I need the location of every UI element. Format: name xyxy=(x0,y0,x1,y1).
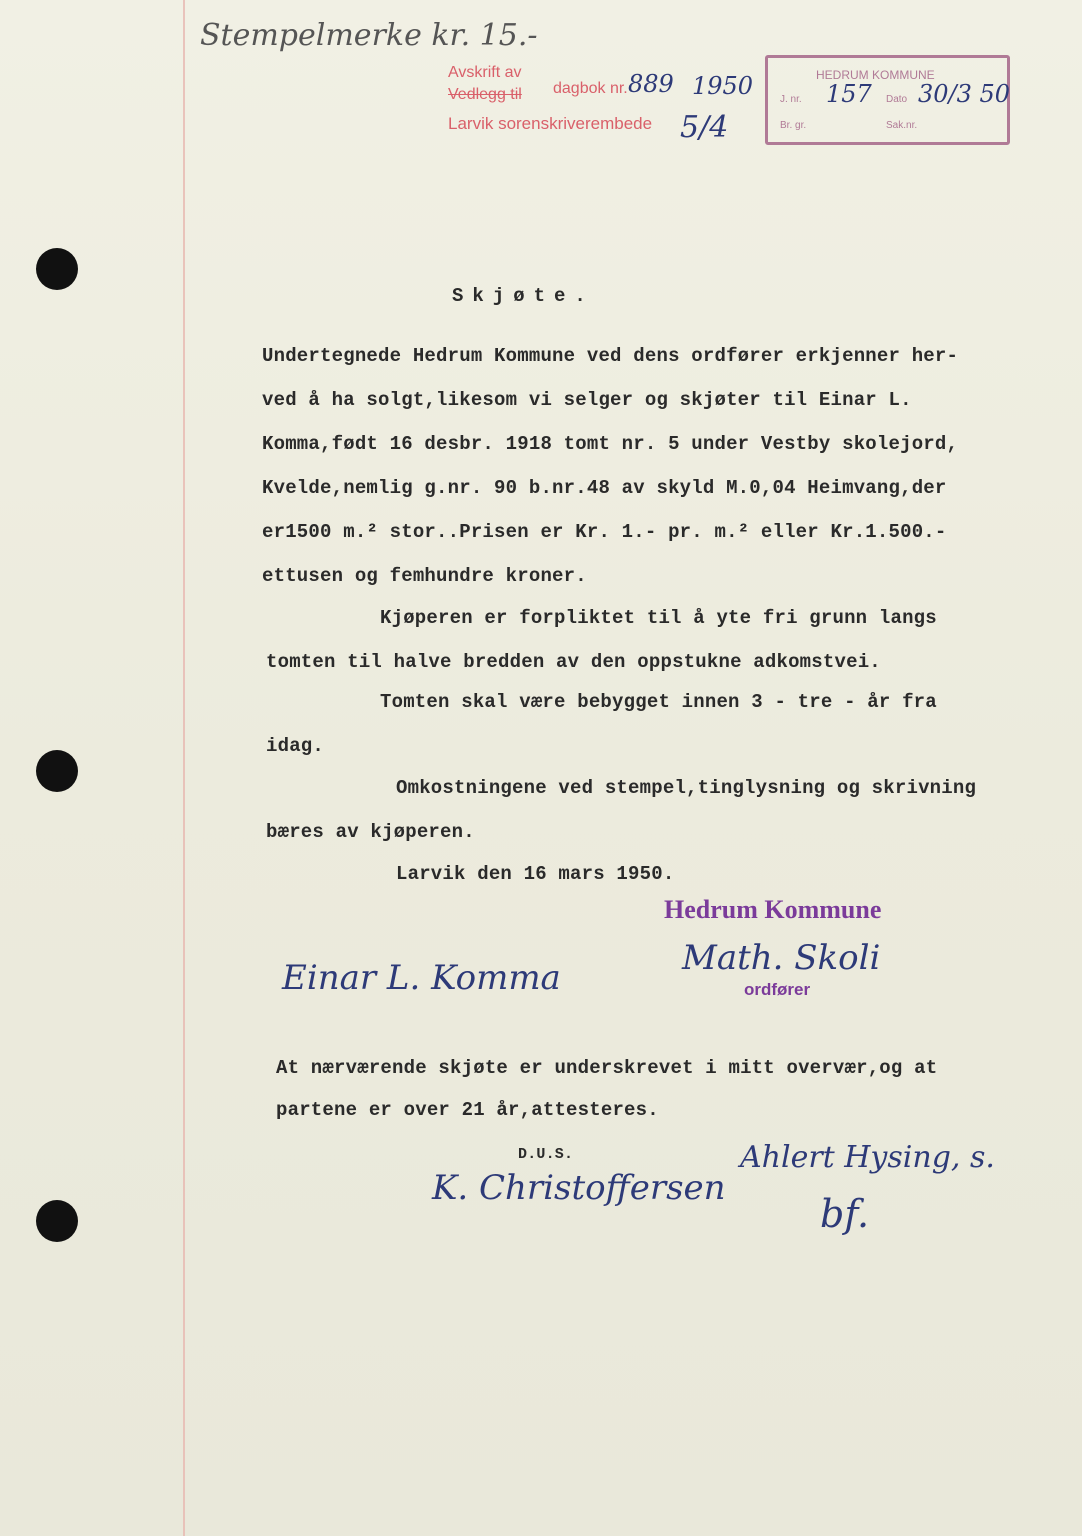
receipt-jnr-label: J. nr. xyxy=(780,94,802,105)
body-line: Kjøperen er forpliktet til å yte fri grunn langs xyxy=(380,607,937,629)
body-line: idag. xyxy=(266,735,325,757)
stamp-vedlegg: Vedlegg til xyxy=(448,86,522,103)
body-line: ved å ha solgt,likesom vi selger og skjøter til Einar L. xyxy=(262,389,912,411)
receipt-saknr-label: Sak.nr. xyxy=(886,120,918,131)
body-line: Komma,født 16 desbr. 1918 tomt nr. 5 under Vestby skolejord, xyxy=(262,433,959,455)
stamp-avskrift: Avskrift av xyxy=(448,64,522,81)
punch-hole-top xyxy=(36,248,78,290)
dagbok-number: 889 xyxy=(628,70,674,98)
attest-line: partene er over 21 år,attesteres. xyxy=(276,1099,659,1121)
receipt-jnr-value: 157 xyxy=(826,80,872,108)
dagbok-year: 1950 xyxy=(692,72,754,100)
stamp-duty-note: Stempelmerke kr. 15.- xyxy=(200,18,538,53)
judge-initials: bf. xyxy=(820,1192,870,1236)
document-title: Skjøte. xyxy=(452,285,595,307)
dus-label: D.U.S. xyxy=(518,1146,574,1163)
witness-signature: K. Christoffersen xyxy=(432,1168,726,1208)
receipt-dato-value: 30/3 50 xyxy=(918,80,1011,108)
body-line: Larvik den 16 mars 1950. xyxy=(396,863,675,885)
stamp-dagbok-label: dagbok nr. xyxy=(553,80,628,97)
buyer-signature: Einar L. Komma xyxy=(282,958,561,998)
receipt-stamp xyxy=(765,55,1010,145)
punch-hole-bottom xyxy=(36,1200,78,1242)
punch-hole-middle xyxy=(36,750,78,792)
kommune-stamp: Hedrum Kommune xyxy=(664,895,882,924)
judge-signature: Ahlert Hysing, s. xyxy=(740,1140,995,1175)
receipt-brgr-label: Br. gr. xyxy=(780,120,807,131)
office-date: 5/4 xyxy=(680,110,729,145)
ordforer-signature: Math. Skoli xyxy=(682,938,881,978)
body-line: bæres av kjøperen. xyxy=(266,821,475,843)
body-line: ettusen og femhundre kroner. xyxy=(262,565,587,587)
body-line: tomten til halve bredden av den oppstukne adkomstvei. xyxy=(266,651,881,673)
receipt-dato-label: Dato xyxy=(886,94,908,105)
body-line: er1500 m.² stor..Prisen er Kr. 1.- pr. m.² eller Kr.1.500.- xyxy=(262,521,947,543)
body-line: Kvelde,nemlig g.nr. 90 b.nr.48 av skyld M.0,04 Heimvang,der xyxy=(262,477,947,499)
receipt-stamp-title: HEDRUM KOMMUNE xyxy=(816,68,935,82)
margin-line xyxy=(183,0,185,1536)
ordforer-label: ordfører xyxy=(744,980,811,999)
attest-line: At nærværende skjøte er underskrevet i mitt overvær,og at xyxy=(276,1057,938,1079)
body-line: Tomten skal være bebygget innen 3 - tre - år fra xyxy=(380,691,937,713)
body-line: Omkostningene ved stempel,tinglysning og skrivning xyxy=(396,777,977,799)
body-line: Undertegnede Hedrum Kommune ved dens ordfører erkjenner her- xyxy=(262,345,959,367)
stamp-office: Larvik sorenskriverembede xyxy=(448,114,653,133)
